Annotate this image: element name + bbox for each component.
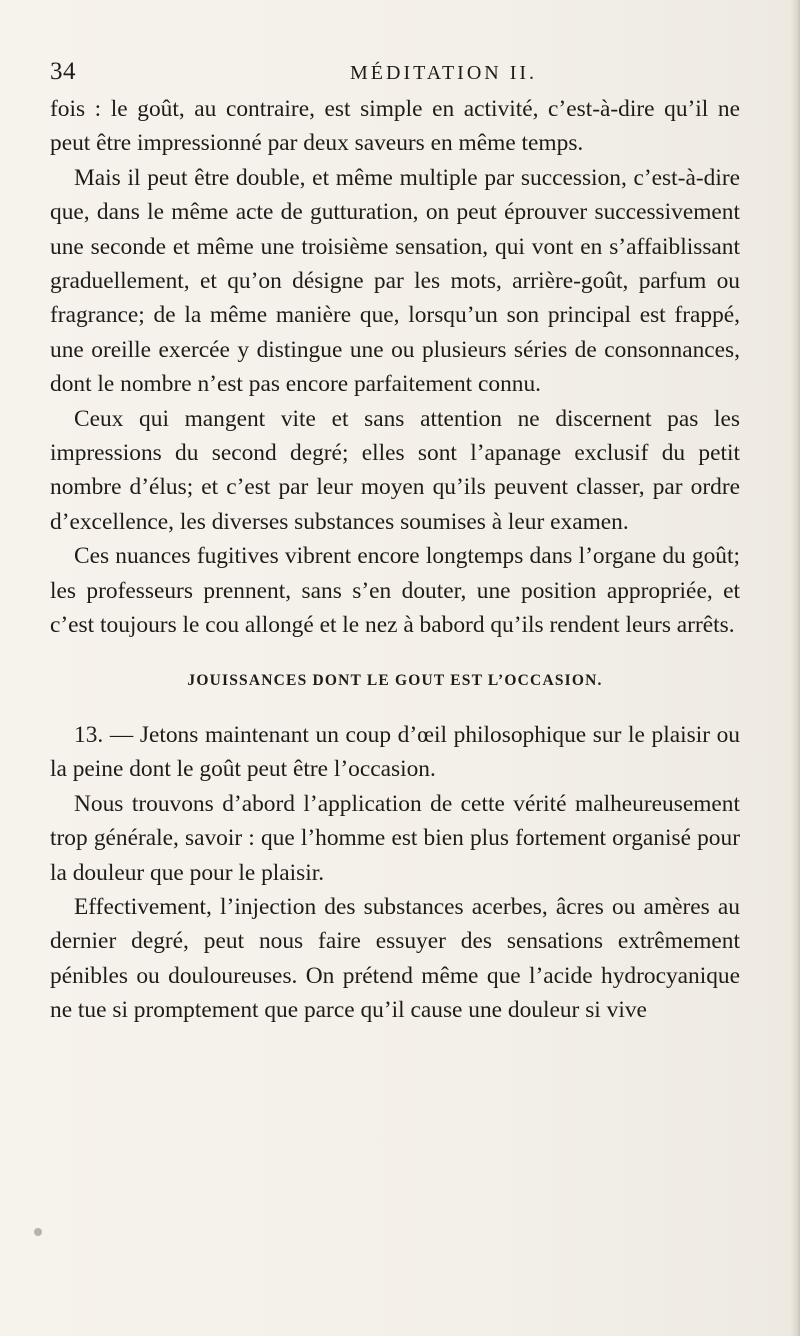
paragraph: 13. — Jetons maintenant un coup d’œil philosophique sur le plaisir ou la peine dont le goût peut être l’occasion. (50, 721, 740, 783)
paragraph: Nous trouvons d’abord l’application de cette vérité malheureusement trop générale, savoir : que l’homme est bien plus fortement organisé pour la douleur que pour le plaisir. (50, 790, 740, 886)
page-number: 34 (50, 58, 76, 85)
ink-mark (34, 1228, 42, 1236)
page-edge-shadow (790, 0, 800, 1336)
paragraph: fois : le goût, au contraire, est simple en activité, c’est-à-dire qu’il ne peut être impressionné par deux saveurs en même temps. (50, 96, 740, 157)
body-text (50, 92, 740, 1028)
running-title: MÉDITATION II. (350, 62, 538, 84)
page-header (50, 58, 740, 88)
section-heading: JOUISSANCES DONT LE GOUT EST L’OCCASION. (187, 671, 603, 689)
paragraph: Effectivement, l’injection des substances acerbes, âcres ou amères au dernier degré, peut nous faire essuyer des sensations extrêmement pénibles ou douloureuses. On prétend même que l’acide hydrocyanique ne tue si promptement que parce qu’il cause une douleur si vive (50, 893, 740, 1024)
paragraph: Mais il peut être double, et même multiple par succession, c’est-à-dire que, dans le même acte de gutturation, on peut éprouver successivement une seconde et même une troisième sensation, qui vont en s’affaiblissant graduellement, et qu’on désigne par les mots, arrière-goût, parfum ou fragrance; de la même manière que, lorsqu’un son principal est frappé, une oreille exercée y distingue une ou plusieurs séries de consonnances, dont le nombre n’est pas encore parfaitement connu. (50, 164, 740, 398)
paragraph: Ces nuances fugitives vibrent encore longtemps dans l’organe du goût; les professeurs prennent, sans s’en douter, une position appropriée, et c’est toujours le cou allongé et le nez à babord qu’ils rendent leurs arrêts. (50, 543, 740, 639)
paragraph: Ceux qui mangent vite et sans attention ne discernent pas les impressions du second degré; elles sont l’apanage exclusif du petit nombre d’élus; et c’est par leur moyen qu’ils peuvent classer, par ordre d’excellence, les diverses substances soumises à leur examen. (50, 405, 740, 535)
